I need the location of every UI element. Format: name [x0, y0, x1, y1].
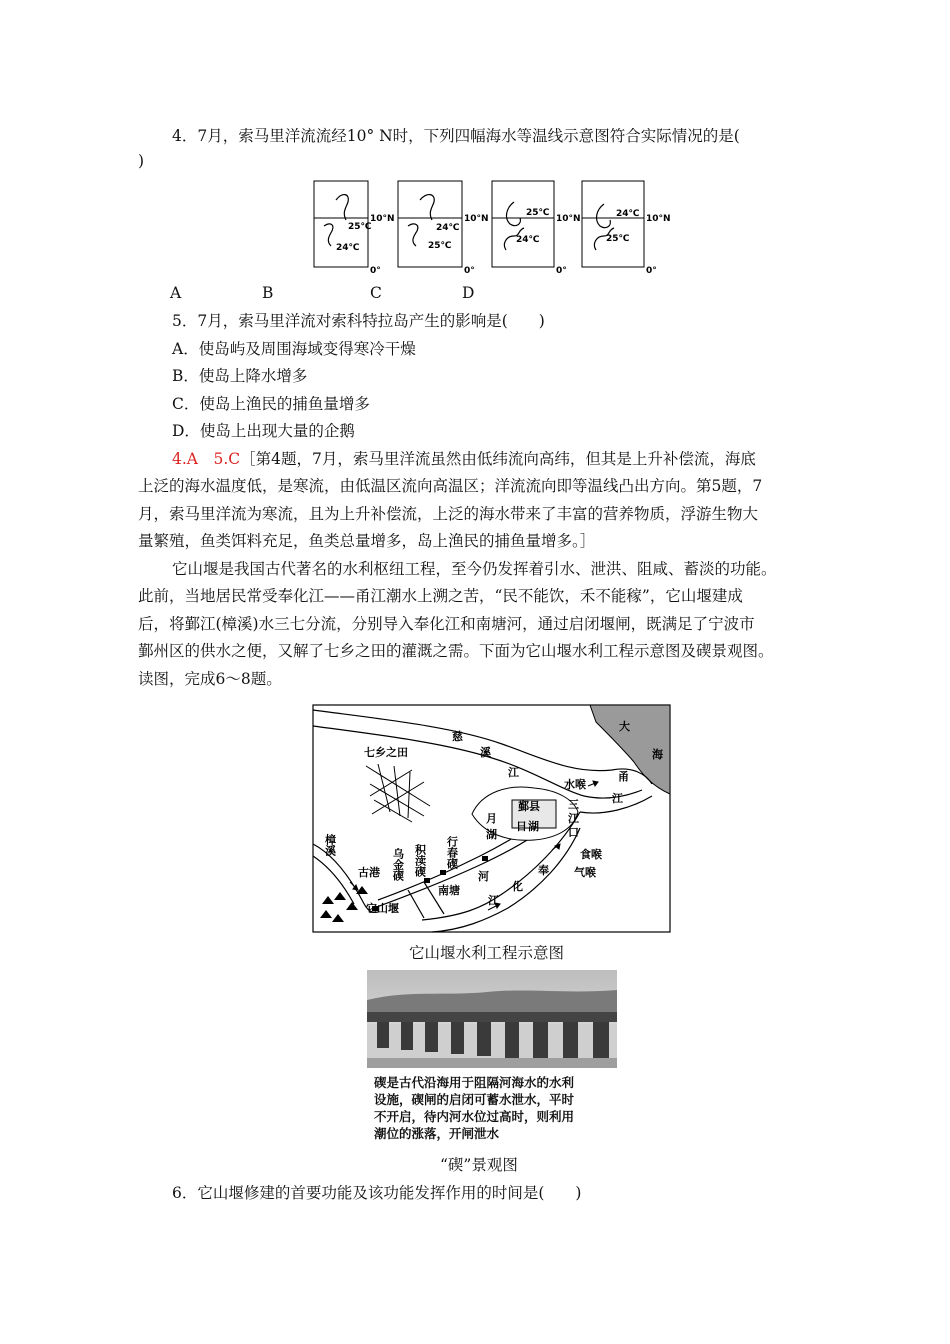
- label-shuihou: 水喉: [564, 778, 586, 791]
- answer-line-3: 月，索马里洋流为寒流，且为上升补偿流，上泛的海水带来了丰富的营养物质，浮游生物大: [138, 505, 759, 523]
- label-jiang4: 江: [488, 894, 499, 907]
- q5-option-c: C．使岛上渔民的捕鱼量增多: [172, 395, 370, 413]
- passage-line-1: 它山堰是我国古代著名的水利枢纽工程，至今仍发挥着引水、泄洪、阻咸、蓄淡的功能。: [172, 560, 777, 578]
- panel-d-lat-bottom: 0°: [646, 266, 657, 276]
- photo-caption: “碶”景观图: [440, 1156, 518, 1174]
- q4-stem-close: ): [138, 152, 145, 170]
- answer-line-4: 量繁殖，鱼类饵料充足，鱼类总量增多，岛上渔民的捕鱼量增多。］: [138, 532, 596, 550]
- panel-a-lower-label: 24℃: [336, 243, 360, 253]
- label-he: 河: [478, 870, 489, 883]
- qi-note-line-2: 设施，碶闸的启闭可蓄水泄水，平时: [374, 1092, 575, 1107]
- answer-text-1: ［第4题，7月，索马里洋流虽然由低纬流向高纬，但其是上升补偿流，海底: [240, 450, 756, 468]
- label-qixiang: 七乡之田: [364, 746, 408, 759]
- label-ri: 日: [516, 820, 527, 833]
- panel-a: [314, 181, 395, 276]
- panel-c-upper-label: 25℃: [526, 208, 550, 218]
- isotherm-figure: [310, 178, 680, 278]
- passage-line-5: 读图，完成6～8题。: [138, 670, 282, 688]
- panel-b: [398, 181, 489, 276]
- passage-line-2: 此前，当地居民常受奉化江——甬江潮水上溯之苦，“民不能饮，禾不能稼”，它山堰建成: [138, 587, 743, 605]
- answer-line-1: [172, 449, 756, 469]
- q5-option-a: A．使岛屿及周围海域变得寒冷干燥: [172, 340, 416, 358]
- qi-photo: [367, 970, 617, 1068]
- panel-c: [492, 181, 581, 276]
- panel-c-lat-top: 10°N: [556, 214, 581, 224]
- option-letter-b: B: [262, 284, 274, 302]
- label-yinxian: 鄞县: [518, 800, 540, 813]
- label-feng: 奉: [538, 864, 549, 877]
- label-jiang3: 江: [568, 812, 579, 825]
- answer-line-2: 上泛的海水温度低，是寒流，由低温区流向高温区；洋流流向即等温线凸出方向。第5题，7: [138, 477, 763, 495]
- q6-stem: 6．它山堰修建的首要功能及该功能发挥作用的时间是( ): [172, 1184, 582, 1202]
- label-gugang: 古港: [358, 866, 380, 879]
- option-letter-d: D: [462, 284, 475, 302]
- panel-d-lat-top: 10°N: [646, 214, 671, 224]
- label-wujinqi: 乌金碶: [391, 848, 405, 881]
- q5-option-b: B．使岛上降水增多: [172, 367, 308, 385]
- label-jidanqi: 积渎碶: [413, 844, 427, 877]
- label-tashanyan: 它山堰: [366, 902, 399, 915]
- panel-d-upper-label: 24℃: [616, 209, 640, 219]
- passage-line-4: 鄞州区的供水之便，又解了七乡之田的灌溉之需。下面为它山堰水利工程示意图及碶景观图。: [138, 642, 774, 660]
- tashanyan-map: [312, 704, 672, 934]
- qi-note-line-1: 碶是古代沿海用于阻隔河海水的水利: [374, 1075, 575, 1090]
- panel-b-lower-label: 25℃: [428, 241, 452, 251]
- option-letter-a: A: [170, 284, 182, 302]
- answer-key: 4.A 5.C: [172, 450, 241, 468]
- label-jiang2: 江: [612, 792, 623, 805]
- panel-b-lat-bottom: 0°: [464, 266, 475, 276]
- label-hua: 化: [512, 880, 523, 893]
- panel-a-lat-top: 10°N: [370, 214, 395, 224]
- panel-d-lower-label: 25℃: [606, 234, 630, 244]
- label-san: 三: [568, 798, 579, 811]
- label-yong: 甬: [618, 770, 629, 783]
- q4-stem: 4．7月，索马里洋流流经10° N时，下列四幅海水等温线示意图符合实际情况的是(: [172, 127, 740, 145]
- label-hu2: 湖: [528, 820, 539, 833]
- label-xi: 溪: [480, 746, 491, 759]
- label-shihou: 食喉: [580, 848, 602, 861]
- panel-b-lat-top: 10°N: [464, 214, 489, 224]
- qi-note-line-3: 不开启，待内河水位过高时，则利用: [374, 1109, 575, 1124]
- panel-a-upper-label: 25℃: [348, 222, 372, 232]
- label-kou: 口: [568, 826, 579, 839]
- label-da: 大: [619, 720, 630, 733]
- label-zhangxi: 樟溪: [323, 834, 337, 856]
- panel-b-upper-label: 24℃: [436, 223, 460, 233]
- label-hai: 海: [652, 748, 663, 761]
- passage-line-3: 后，将鄞江(樟溪)水三七分流，分别导入奉化江和南塘河，通过启闭堰闸，既满足了宁波市: [138, 615, 755, 633]
- label-jiang1: 江: [508, 766, 519, 779]
- label-nantang: 南塘: [438, 884, 460, 897]
- option-letter-c: C: [370, 284, 382, 302]
- label-ci: 慈: [452, 730, 463, 743]
- q5-option-d: D．使岛上出现大量的企鹅: [172, 422, 355, 440]
- panel-a-lat-bottom: 0°: [370, 266, 381, 276]
- panel-d: [582, 181, 671, 276]
- panel-c-lat-bottom: 0°: [556, 266, 567, 276]
- map-caption: 它山堰水利工程示意图: [409, 944, 565, 962]
- q5-stem: 5．7月，索马里洋流对索科特拉岛产生的影响是( ): [172, 312, 545, 330]
- label-yue: 月: [486, 812, 497, 825]
- qi-note-line-4: 潮位的涨落，开闸泄水: [374, 1126, 500, 1141]
- panel-c-lower-label: 24℃: [516, 235, 540, 245]
- label-qihou: 气喉: [574, 866, 596, 879]
- label-hu1: 湖: [486, 828, 497, 841]
- label-xingchunqi: 行春碶: [445, 836, 459, 869]
